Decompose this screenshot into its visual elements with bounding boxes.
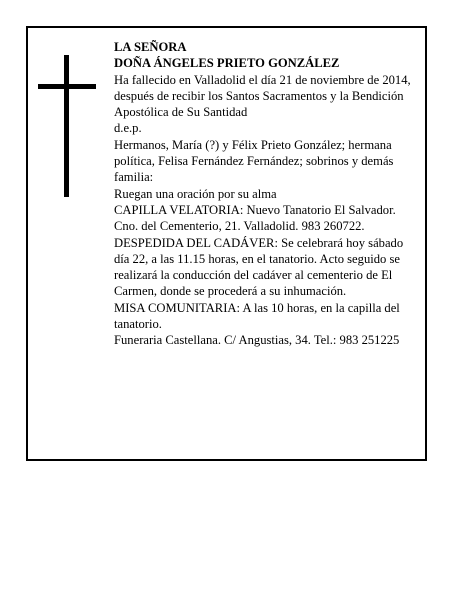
farewell-info: DESPEDIDA DEL CADÁVER: Se celebrará hoy sábado día 22, a las 11.15 horas, en el tanatorio. Acto seguido se realizará la conducción del cadáver al cementerio de El Carmen, donde se procederá a su inhumación. xyxy=(114,235,404,299)
prayer-request: Ruegan una oración por su alma xyxy=(114,186,277,201)
death-notice: Ha fallecido en Valladolid el día 21 de noviembre de 2014, después de recibir los Santos Sacramentos y la Bendición Apostólica de Su Santidad xyxy=(114,72,411,120)
mass-info: MISA COMUNITARIA: A las 10 horas, en la capilla del tanatorio. xyxy=(114,300,400,332)
latin-cross-icon xyxy=(38,55,96,197)
rip-text: d.e.p. xyxy=(114,121,142,136)
notice-title: LA SEÑORA xyxy=(114,40,187,54)
obituary-text xyxy=(114,39,414,349)
chapel-info: CAPILLA VELATORIA: Nuevo Tanatorio El Salvador. Cno. del Cementerio, 21. Valladolid. 983 260722. xyxy=(114,202,396,234)
funeral-home-info: Funeraria Castellana. C/ Angustias, 34. Tel.: 983 251225 xyxy=(114,333,400,348)
family-list: Hermanos, María (?) y Félix Prieto González; hermana política, Felisa Fernández Fernández; sobrinos y demás familia: xyxy=(114,137,394,185)
cross-vertical-bar xyxy=(64,55,69,197)
cross-horizontal-bar xyxy=(38,84,96,89)
deceased-name: DOÑA ÁNGELES PRIETO GONZÁLEZ xyxy=(114,56,340,71)
